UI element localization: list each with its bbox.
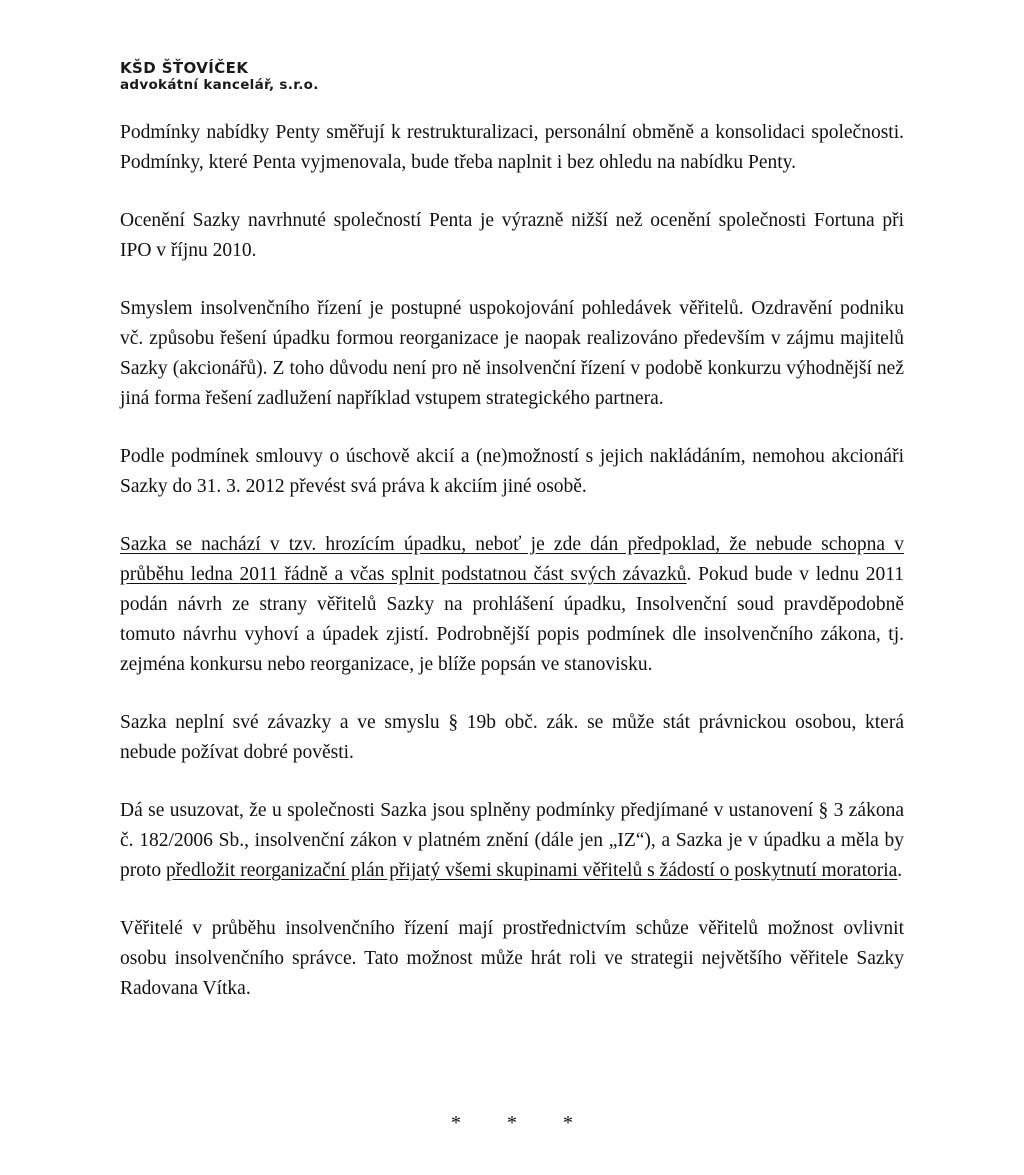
paragraph-text: . Pokud bude v lednu 2011 podán návrh ze strany věřitelů Sazky na prohlášení úpadku, Insolvenční soud pravděpodobně tomuto návrhu vyhoví a úpadek zjistí. Podrobnější popis podmínek dle insolvenčního zákona, tj. zejména konkursu nebo reorganizace, je blíže popsán ve stanovisku. xyxy=(120,564,904,675)
firm-name: KŠD ŠŤOVÍČEK xyxy=(120,59,249,77)
paragraph-text: Podle podmínek smlouvy o úschově akcií a (ne)možností s jejich nakládáním, nemohou akcionáři Sazky do 31. 3. 2012 převést svá práva k akciím jiné osobě. xyxy=(120,446,904,497)
paragraph-creditors-meeting xyxy=(120,914,904,1004)
paragraph-escrow-agreement xyxy=(120,442,904,502)
paragraph-text: Smyslem insolvenčního řízení je postupné uspokojování pohledávek věřitelů. Ozdravění podniku vč. způsobu řešení úpadku formou reorganizace je naopak realizováno především v zájmu majitelů Sazky (akcionářů). Z toho důvodu není pro ně insolvenční řízení v podobě konkurzu výhodnější než jiná forma řešení zadlužení například vstupem strategického partnera. xyxy=(120,298,904,409)
asterisk-separator xyxy=(120,1112,904,1135)
paragraph-insolvency-purpose xyxy=(120,294,904,414)
paragraph-penta-conditions xyxy=(120,118,904,178)
paragraph-text-underlined: předložit reorganizační plán přijatý všemi skupinami věřitelů s žádostí o poskytnutí moratoria xyxy=(166,860,898,881)
paragraph-text: Dá se usuzovat, že u společnosti Sazka jsou splněny podmínky předjímané v ustanovení § 3 zákona č. 182/2006 Sb., insolvenční zákon v platném znění (dále jen „IZ“), a Sazka je v úpadku a měla by proto xyxy=(120,800,904,881)
paragraph-text: . xyxy=(897,860,903,881)
paragraph-obligations xyxy=(120,708,904,768)
paragraph-text-underlined: Sazka se nachází v tzv. hrozícím úpadku, neboť je zde dán předpoklad, že nebude schopna v průběhu ledna 2011 řádně a včas splnit podstatnou část svých závazků xyxy=(120,534,904,585)
paragraph-text: Věřitelé v průběhu insolvenčního řízení mají prostřednictvím schůze věřitelů možnost ovlivnit osobu insolvenčního správce. Tato možnost může hrát roli ve strategii největšího věřitele Sazky Radovana Vítka. xyxy=(120,918,904,999)
letterhead xyxy=(120,59,319,94)
asterisk: * xyxy=(451,1112,461,1134)
asterisk: * xyxy=(563,1112,573,1134)
paragraph-reorganization-plan xyxy=(120,796,904,886)
asterisk: * xyxy=(507,1112,517,1134)
firm-subtitle: advokátní kancelář, s.r.o. xyxy=(120,77,319,93)
paragraph-text: Sazka neplní své závazky a ve smyslu § 19b obč. zák. se může stát právnickou osobou, která nebude požívat dobré pověsti. xyxy=(120,712,904,763)
paragraph-valuation xyxy=(120,206,904,266)
paragraph-impending-insolvency xyxy=(120,530,904,680)
paragraph-text: Podmínky nabídky Penty směřují k restrukturalizaci, personální obměně a konsolidaci společnosti. Podmínky, které Penta vyjmenovala, bude třeba naplnit i bez ohledu na nabídku Penty. xyxy=(120,122,904,173)
paragraph-text: Ocenění Sazky navrhnuté společností Penta je výrazně nižší než ocenění společnosti Fortuna při IPO v říjnu 2010. xyxy=(120,210,904,261)
document-body xyxy=(120,118,904,1032)
